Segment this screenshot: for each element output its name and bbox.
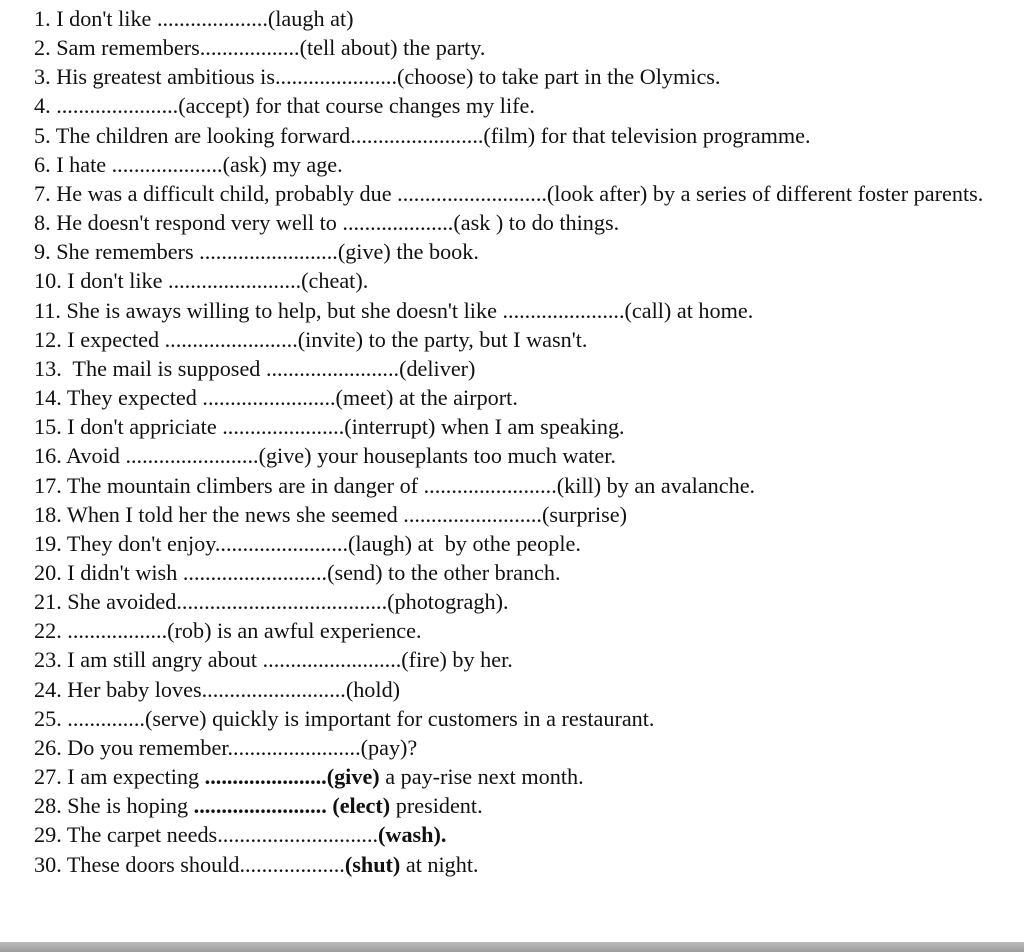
item-number: 20. [34,559,62,585]
item-text: (hold) [345,676,401,702]
exercise-item-18 [34,500,1009,529]
item-number: 22. [34,618,62,644]
exercise-item-4 [34,91,1009,120]
item-number: 9. [34,239,51,265]
exercise-item-9 [34,237,1009,266]
answer-blank: ........................ [350,122,484,148]
item-number: 6. [34,151,51,177]
item-text: She is aways willing to help, but she doesn't like [60,297,503,323]
answer-blank: ...................... [222,414,345,440]
exercise-list [34,4,1009,879]
item-text: I don't appriciate [61,414,223,440]
answer-blank: .................. [67,618,168,644]
item-text: Do you remember [61,734,228,760]
item-number: 7. [34,180,51,206]
item-text: (call) at home. [624,297,754,323]
item-number: 2. [34,35,51,61]
answer-blank: ........................ [193,793,327,819]
answer-blank: ........................ [164,326,298,352]
answer-blank: ............................. [217,822,379,848]
answer-blank: ........................ [214,530,348,556]
verb-cue: (give) [326,764,380,790]
item-text: (film) for that television programme. [483,122,811,148]
exercise-item-2 [34,33,1009,62]
exercise-item-17 [34,471,1009,500]
item-text: (look after) by a series of different foster parents. [546,180,984,206]
item-text: (fire) by her. [401,647,513,673]
item-number: 12. [34,326,62,352]
exercise-item-20 [34,558,1009,587]
item-text: at night. [400,851,479,877]
item-text: She is hoping [61,793,194,819]
item-text: The mountain climbers are in danger of [61,472,424,498]
item-number: 24. [34,676,62,702]
item-text: (laugh) at by othe people. [347,530,581,556]
item-text: (pay)? [360,734,418,760]
exercise-item-16 [34,441,1009,470]
exercise-item-11 [34,296,1009,325]
item-number: 13. [34,355,62,381]
exercise-item-21 [34,587,1009,616]
item-text: (rob) is an awful experience. [167,618,422,644]
answer-blank: ........................ [125,443,259,469]
item-text: (ask) my age. [222,151,343,177]
item-number: 19. [34,530,62,556]
item-number: 8. [34,210,51,236]
item-number: 27. [34,764,62,790]
item-text: (send) to the other branch. [327,559,561,585]
verb-cue: (wash) [378,822,441,848]
item-text: (invite) to the party, but I wasn't. [297,326,588,352]
answer-blank: ........................ [168,268,302,294]
answer-blank: .................... [156,6,268,31]
item-text: The mail is supposed [61,355,266,381]
item-text: I am expecting [61,764,205,790]
exercise-item-6 [34,150,1009,179]
item-text: a pay-rise next month. [379,764,584,790]
exercise-item-13 [34,354,1009,383]
item-number: 25. [34,705,62,731]
item-text: (interrupt) when I am speaking. [344,414,625,440]
item-number: 17. [34,472,62,498]
answer-blank: ........................ [227,734,361,760]
item-text: (give) your houseplants too much water. [258,443,616,469]
item-text: I didn't wish [61,559,183,585]
item-text: His greatest ambitious is [50,64,275,90]
item-text: (laugh at) [267,6,354,31]
item-text: I hate [50,151,112,177]
item-number: 30. [34,851,62,877]
answer-blank: ......................... [262,647,402,673]
exercise-item-28 [34,791,1009,820]
item-text: She remembers [50,239,200,265]
answer-blank: ........................... [397,180,547,206]
answer-blank: .................... [111,151,223,177]
item-text: (deliver) [399,355,476,381]
item-text: They don't enjoy [61,530,215,556]
answer-blank: ........................ [265,355,400,381]
exercise-item-14 [34,383,1009,412]
item-number: 3. [34,64,51,90]
item-number: 29. [34,822,62,848]
item-text: (cheat). [301,268,369,294]
item-text: He doesn't respond very well to [50,210,343,236]
item-text: (choose) to take part in the Olymics. [397,64,721,90]
item-text: (surprise) [541,501,627,527]
exercise-item-1 [34,4,1009,33]
exercise-item-15 [34,412,1009,441]
answer-blank: .......................... [182,559,328,585]
item-number: 26. [34,734,62,760]
bottom-border-bar [0,942,1024,952]
item-number: 16. [34,443,62,469]
item-text: (ask ) to do things. [453,210,620,236]
item-text: I don't like [50,6,157,31]
answer-blank: .................... [342,210,454,236]
exercise-item-19 [34,529,1009,558]
item-text: (kill) by an avalanche. [556,472,756,498]
item-text: He was a difficult child, probably due [50,180,398,206]
item-number: 1. [34,6,51,31]
exercise-item-25 [34,704,1009,733]
answer-blank: ......................... [199,239,338,265]
item-text: The children are looking forward [50,122,351,148]
item-number: 23. [34,647,62,673]
verb-cue: (elect) [326,793,391,819]
item-text: I am still angry about [61,647,263,673]
exercise-item-27 [34,762,1009,791]
answer-blank: ................... [239,851,345,877]
item-text: I expected [61,326,165,352]
item-text: (tell about) the party. [299,35,486,61]
item-text: When I told her the news she seemed [61,501,404,527]
item-text: (serve) quickly is important for customers in a restaurant. [144,705,655,731]
exercise-item-23 [34,645,1009,674]
item-text: . [440,822,447,848]
item-text: Sam remembers [50,35,200,61]
verb-cue: (shut) [344,851,401,877]
item-number: 4. [34,93,51,119]
item-number: 18. [34,501,62,527]
exercise-item-30 [34,850,1009,879]
item-text: She avoided [61,589,177,615]
answer-blank: ........................ [202,385,336,411]
answer-blank: ...................... [204,764,327,790]
item-text: (accept) for that course changes my life. [178,93,535,119]
item-number: 28. [34,793,62,819]
exercise-item-29 [34,820,1009,849]
exercise-item-7 [34,179,1009,208]
exercise-item-3 [34,62,1009,91]
item-text: president. [390,793,483,819]
exercise-item-12 [34,325,1009,354]
exercise-item-26 [34,733,1009,762]
exercise-item-24 [34,675,1009,704]
answer-blank: ........................ [423,472,557,498]
item-text: They expected [61,385,203,411]
item-text: Avoid [61,443,126,469]
exercise-item-8 [34,208,1009,237]
answer-blank: .......................... [201,676,346,702]
answer-blank: ...................... [274,64,397,90]
answer-blank: .............. [67,705,145,731]
exercise-item-22 [34,616,1009,645]
item-text: (meet) at the airport. [335,385,518,411]
item-number: 11. [34,297,61,323]
answer-blank: .................. [199,35,300,61]
answer-blank: ...................................... [176,589,388,615]
item-text: (give) the book. [337,239,479,265]
answer-blank: ......................... [403,501,542,527]
item-number: 14. [34,385,62,411]
item-number: 15. [34,414,62,440]
exercise-item-5 [34,121,1009,150]
item-text: (photogragh). [387,589,509,615]
item-text: The carpet needs [61,822,218,848]
answer-blank: ...................... [502,297,625,323]
item-text: These doors should [61,851,240,877]
item-number: 21. [34,589,62,615]
exercise-item-10 [34,266,1009,295]
item-number: 10. [34,268,62,294]
item-number: 5. [34,122,51,148]
item-text: Her baby loves [61,676,202,702]
answer-blank: ...................... [56,93,179,119]
item-text: I don't like [61,268,169,294]
